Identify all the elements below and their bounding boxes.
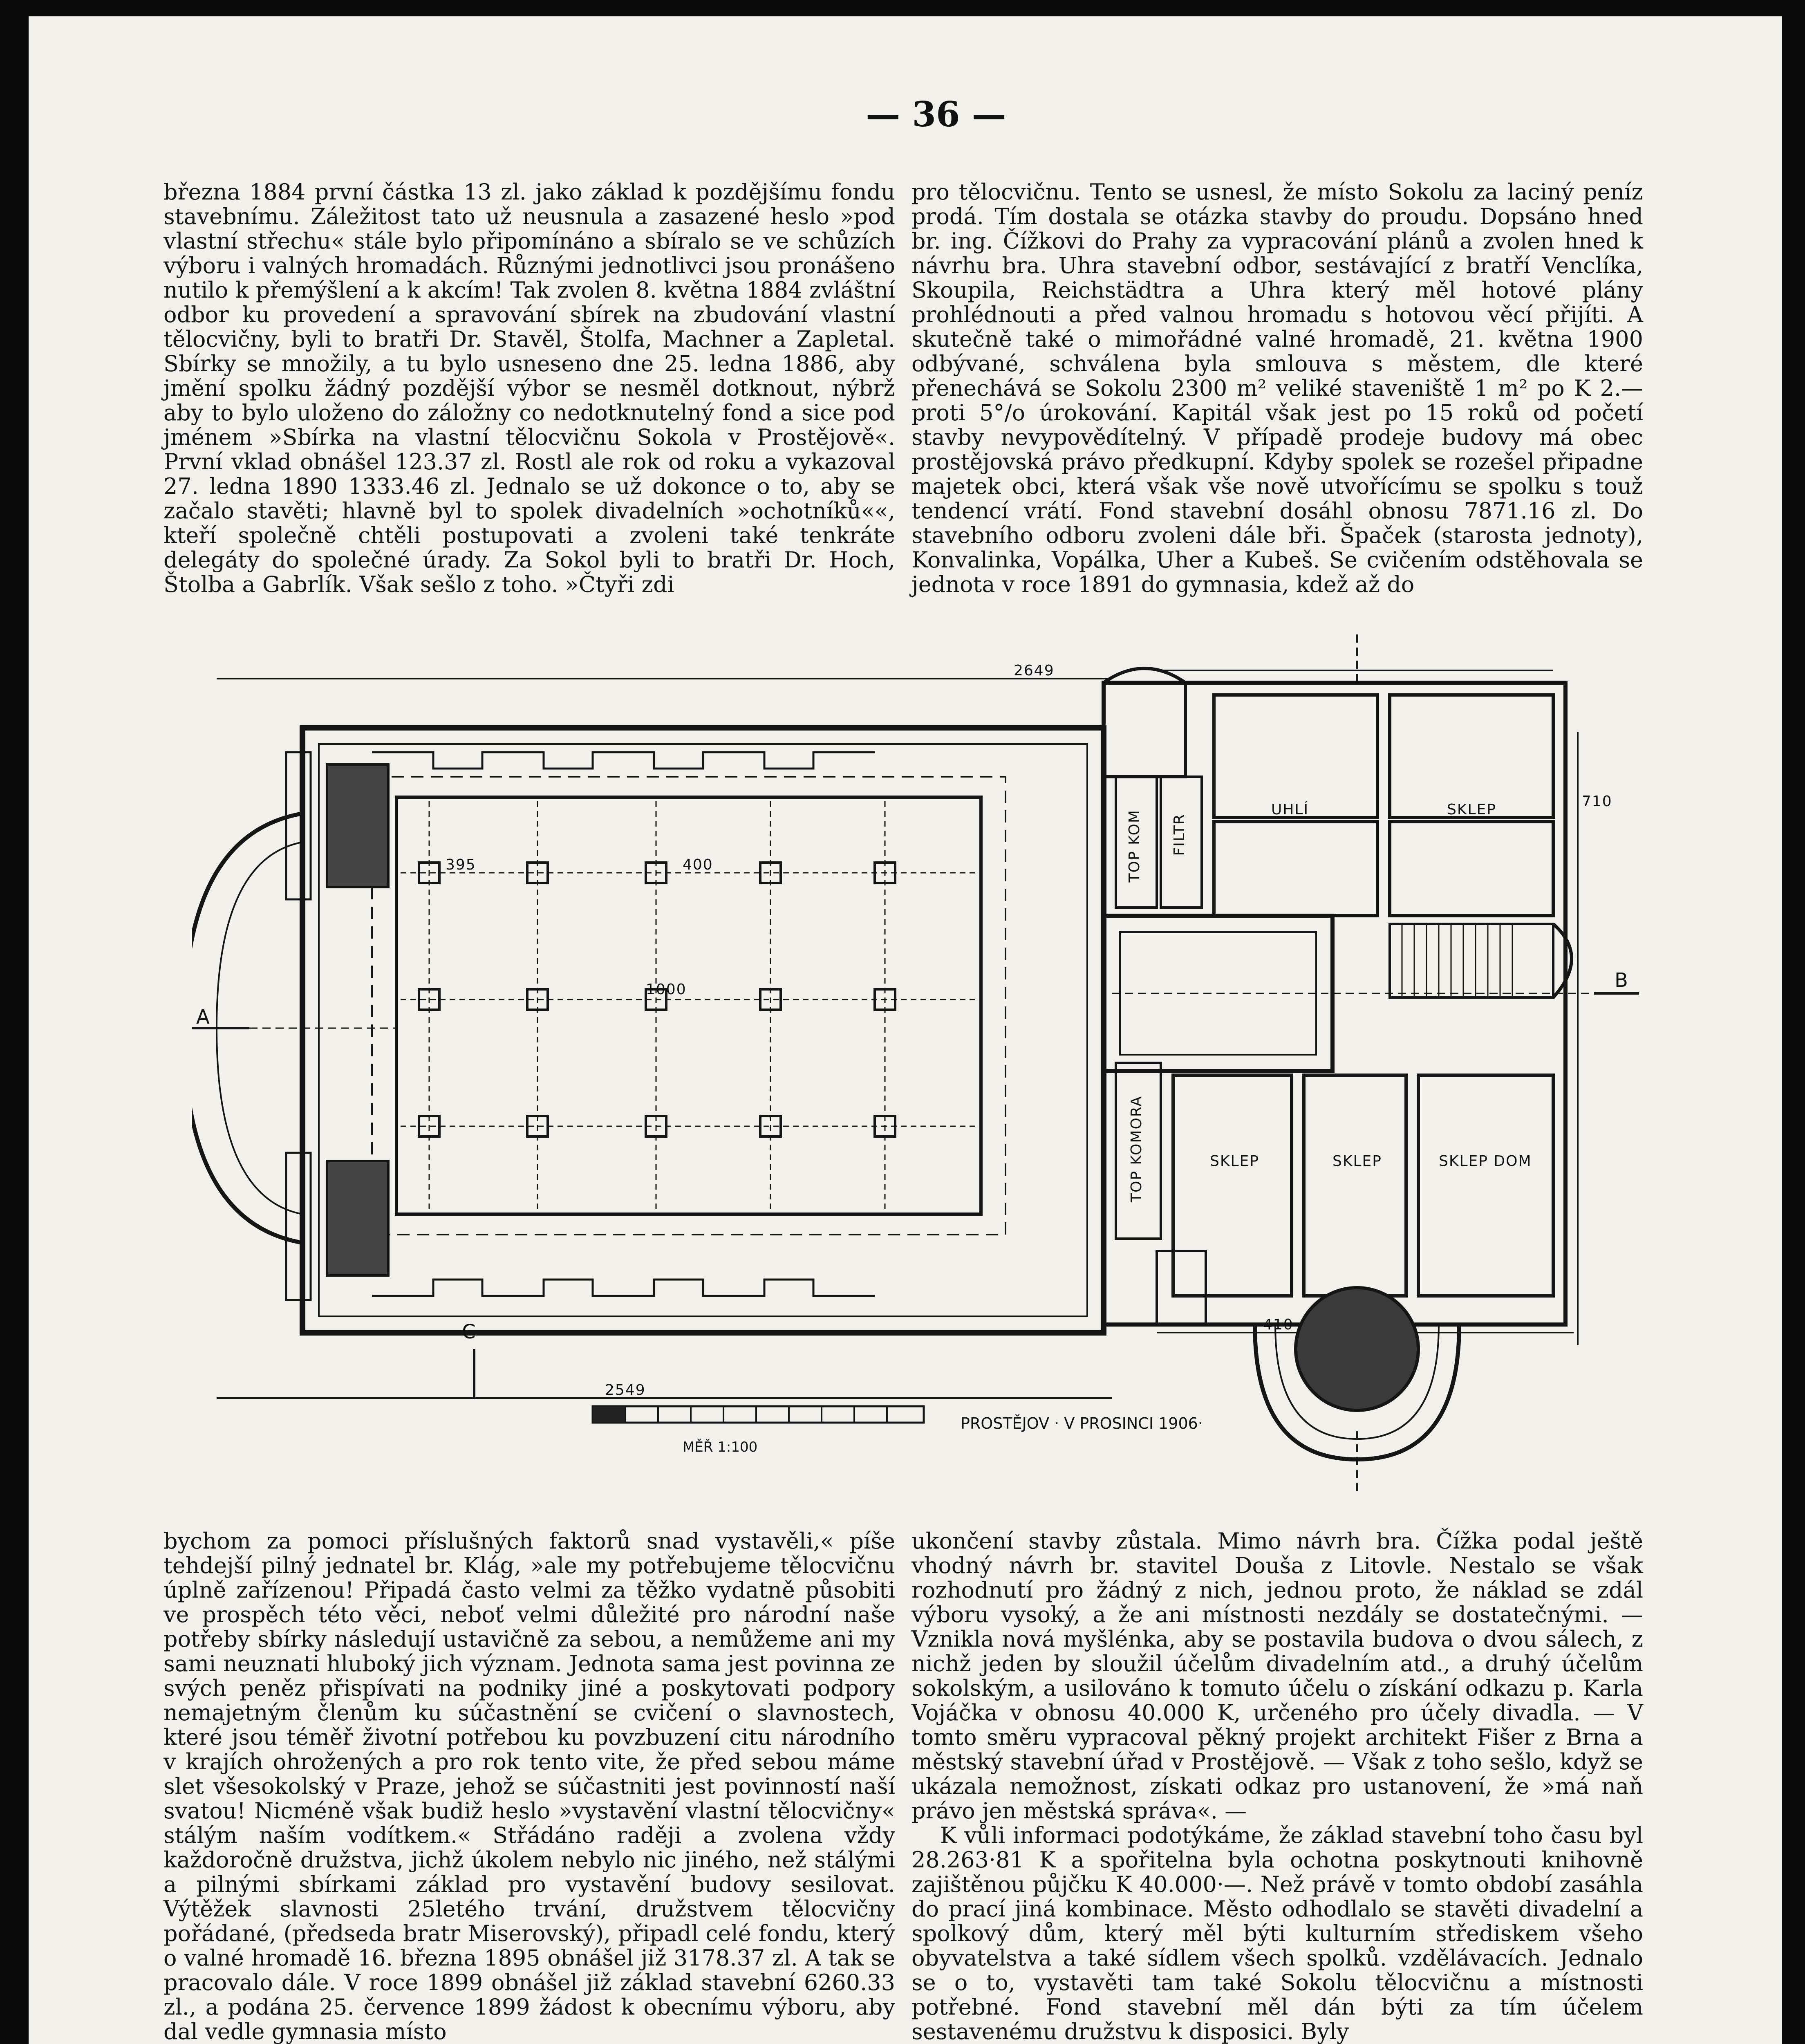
dimension-label: 710 (1582, 793, 1612, 810)
column-bottom-left (163, 1529, 895, 2044)
room-label-filter: FILTR (1171, 814, 1188, 856)
room-label-coal: UHLÍ (1271, 801, 1309, 818)
section-marker-c: C (462, 1320, 477, 1343)
dimension-label: 1000 (646, 981, 687, 998)
dimension-label: 2549 (605, 1382, 646, 1399)
dimension-label: 400 (683, 856, 713, 873)
floor-plan (192, 630, 1647, 1504)
room-label-cellar: SKLEP (1332, 1153, 1382, 1170)
room-label-cellar-house: SKLEP DOM (1439, 1153, 1532, 1170)
column-bottom-right (911, 1529, 1643, 2044)
floor-plan-drawing (192, 630, 1647, 1504)
column-top-right (911, 180, 1643, 597)
paragraph: března 1884 první částka 13 zl. jako základ k pozdějšímu fondu stavebnímu. Záležitost tato už neusnula a zasazené heslo »pod vlastní střechu« stále bylo připomínáno a sbíralo se ve schůzích výboru i valných hromadách. Různými jednotlivci jsou pronášeno nutilo k přemýšlení a k akcím! Tak zvolen 8. května 1884 zvláštní odbor ku provedení a spravování sbírek na zbudování vlastní tělocvičny, byli to bratři Dr. Stavěl, Štolfa, Machner a Zapletal. Sbírky se množily, a tu bylo usneseno dne 25. ledna 1886, aby jmění spolku žádný pozdější výbor se nesměl dotknout, nýbrž aby to bylo uloženo do záložny co nedotknutelný fond a sice pod jménem »Sbírka na vlastní tělocvičnu Sokola v Prostějově«. První vklad obnášel 123.37 zl. Rostl ale rok od roku a vykazoval 27. ledna 1890 1333.46 zl. Jednalo se už dokonce o to, aby se začalo stavěti; hlavně byl to spolek divadelních »ochotníků««, kteří společně chtěli postupovati a zvoleni také tenkráte delegáty do společné úrady. Za Sokol byli to bratři Dr. Hoch, Štolba a Gabrlík. Však sešlo z toho. »Čtyři zdi (163, 179, 895, 597)
dimension-label: 410 (1263, 1316, 1294, 1333)
page-sheet (29, 16, 1782, 2044)
paragraph: bychom za pomoci příslušných faktorů snad vystavěli,« píše tehdejší pilný jednatel br. Klág, »ale my potřebujeme tělocvičnu úplně zařízenou! Připadá často velmi za těžko vydatně působiti ve prospěch této věci, neboť velmi důležité pro národní naše potřeby sbírky následují ustavičně za sebou, a nemůžeme ani my sami neuznati hluboký jich význam. Jednota sama jest povinna ze svých peněz přispívati na podniky jiné a poskytovati podpory nemajetným členům ku súčastnění se cvičení o slavnostech, které jsou téměř životní potřebou ku povzbuzení citu národního v krajích ohrožených a pro rok tento vite, že před sebou máme slet všesokolský v Praze, jehož se súčastniti jest povinností naší svatou! Nicméně však budiž heslo »vystavění vlastní tělocvičny« stálým naším vodítkem.« Střádáno raději a zvolena vždy každoročně družstva, jichž úkolem nebylo nic jiného, než stálými a pilnými sbírkami základ pro vystavění budovy sesilovat. Výtěžek slavnosti 25letého trvání, družstvem tělocvičny pořádané, (předseda bratr Miserovský), připadl celé fondu, který o valné hromadě 16. března 1895 obnášel již 3178.37 zl. A tak se pracovalo dále. V roce 1899 obnášel již základ stavební 6260.33 zl., a podána 25. července 1899 žádost k obecnímu výboru, aby dal vedle gymnasia místo (163, 1528, 895, 2044)
page-number: — 36 — (866, 94, 1006, 134)
plan-scale: MĚŘ 1:100 (683, 1439, 758, 1455)
dimension-label: 395 (446, 856, 476, 873)
dimension-label: 2649 (1014, 662, 1055, 679)
room-label-cellar: SKLEP (1447, 801, 1496, 818)
section-marker-a: A (196, 1006, 211, 1029)
section-marker-b: B (1615, 969, 1629, 992)
column-top-left (163, 180, 895, 597)
plan-signature: PROSTĚJOV · V PROSINCI 1906· (961, 1414, 1203, 1432)
room-label-cellar: SKLEP (1210, 1153, 1259, 1170)
paragraph: pro tělocvičnu. Tento se usnesl, že místo Sokolu za laciný peníz prodá. Tím dostala se otázka stavby do proudu. Dopsáno hned br. ing. Čížkovi do Prahy za vypracování plánů a zvolen hned k návrhu bra. Uhra stavební odbor, sestávající z bratří Venclíka, Skoupila, Reichstädtra a Uhra který měl hotové plány prohlédnouti a před valnou hromadu s hotovou věcí přijíti. A skutečně také o mimořádné valné hromadě, 21. května 1900 odbývané, schválena byla smlouva s městem, dle které přenechává se Sokolu 2300 m² veliké staveniště 1 m² po K 2.— proti 5°/o úrokování. Kapitál však jest po 15 roků od početí stavby nevypovědítelný. V případě prodeje budovy má obec prostějovská právo předkupní. Kdyby spolek se rozešel připadne majetek obci, která však vše nově utvořícímu se spolku s touž tendencí vrátí. Fond stavební dosáhl obnosu 7871.16 zl. Do stavebního odboru zvoleni dále bři. Špaček (starosta jednoty), Konvalinka, Vopálka, Uher a Kubeš. Se cvičením odstěhovala se jednota v roce 1891 do gymnasia, kdež až do (911, 179, 1643, 597)
room-label-boiler: TOP KOM (1126, 809, 1143, 883)
paragraph: ukončení stavby zůstala. Mimo návrh bra. Čížka podal ještě vhodný návrh br. stavitel Douša z Litovle. Nestalo se však rozhodnutí pro žádný z nich, jednou proto, že náklad se zdál výboru vysoký, a že ani místnosti nezdály se dostatečnými. — Vznikla nová myšlénka, aby se postavila budova o dvou sálech, z nichž jeden by sloužil účelům divadelním atd., a druhý účelům sokolským, a usilováno k tomuto účelu o získání odkazu p. Karla Vojáčka v obnosu 40.000 K, určeného pro účely divadla. — V tomto směru vypracoval pěkný projekt architekt Fišer z Brna a městský stavební úřad v Prostějově. — Však z toho sešlo, když se ukázala nemožnost, získati odkaz pro ustanovení, že »má naň právo jen městská správa«. — (911, 1528, 1643, 1824)
paragraph: K vůli informaci podotýkáme, že základ stavební toho času byl 28.263·81 K a spořitelna byla ochotna poskytnouti knihovně zajištěnou půjčku K 40.000·—. Než právě v tomto období zasáhla do prací jiná kombinace. Město odhodlalo se stavěti divadelní a spolkový dům, který měl býti kulturním střediskem všeho obyvatelstva a také sídlem všech spolků. vzdělávacích. Jednalo se o to, vystavěti tam také Sokolu tělocvičnu a místnosti potřebné. Fond stavební měl dán býti za tím účelem sestavenému družstvu k disposici. Byly (911, 1822, 1643, 2044)
room-label-boiler-room: TOP KOMORA (1128, 1096, 1145, 1203)
